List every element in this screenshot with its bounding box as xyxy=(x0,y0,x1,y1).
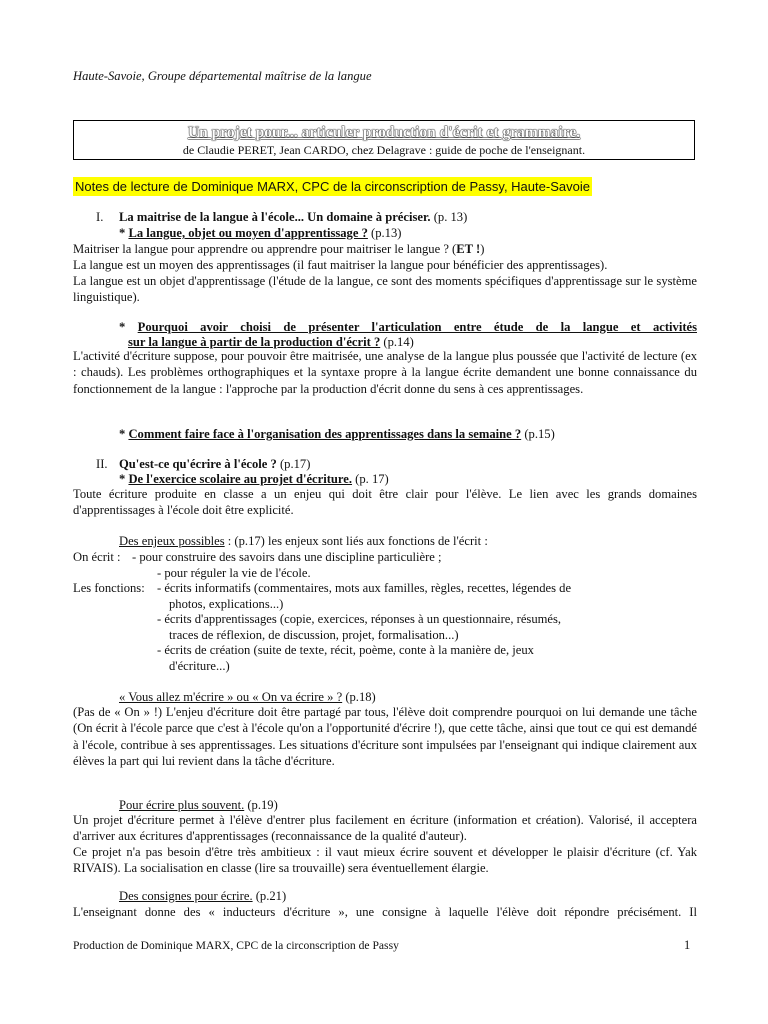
section-2-title: Qu'est-ce qu'écrire à l'école ? xyxy=(119,457,277,471)
page-number: 1 xyxy=(684,938,691,952)
section-2-page: (p.17) xyxy=(276,457,311,471)
list-item: - écrits d'apprentissages (copie, exercices, réponses à un questionnaire, résumés, xyxy=(157,612,562,626)
star-marker: * xyxy=(119,320,138,334)
title-box xyxy=(73,120,695,160)
text-run: ) xyxy=(480,242,485,256)
section-1-page: (p. 13) xyxy=(433,210,468,224)
vous-heading xyxy=(119,689,376,705)
paragraph: (Pas de « On » !) L'enjeu d'écriture doit être partagé par tous, l'élève doit comprendre pourquoi on lui demande une tâche (On écrit à l'école parce que c'est à l'école qu'on a l'opportunité d'écrire !), que cette tâche, ainsi que tout ce qui est demandé à l'école, contribue à ses apprentissages. Les situations d'écriture sont impulsées par l'enseignant qui indique clairement aux élèves la part qui lui revient dans la tâche d'écriture. xyxy=(73,705,697,769)
vous-title: « Vous allez m'écrire » ou « On va écrire » ? xyxy=(119,690,343,704)
paragraph: La langue est un objet d'apprentissage (l'étude de la langue, ce sont des moments spécifiques d'apprentissage sur le système linguistique). xyxy=(73,274,697,305)
star-marker: * xyxy=(119,427,129,441)
section-1-heading xyxy=(119,209,467,225)
star-marker: * xyxy=(119,472,129,486)
list-item: - écrits informatifs (commentaires, mots aux familles, règles, recettes, légendes de xyxy=(157,581,572,595)
souvent-page: (p.19) xyxy=(244,798,278,812)
section-1-number: I. xyxy=(96,210,104,224)
souvent-title: Pour écrire plus souvent. xyxy=(119,798,245,812)
paragraph: Un projet d'écriture permet à l'élève d'entrer plus facilement en écriture (information et création). Valorisé, il acceptera d'arriver aux écritures d'apprentissages (reconnaissance de la qualité d'auteur). xyxy=(73,813,697,844)
enjeux-heading xyxy=(119,533,488,549)
consignes-heading xyxy=(119,888,286,904)
subsection-2-1-heading xyxy=(119,471,389,487)
consignes-page: (p.21) xyxy=(252,889,287,903)
section-2-heading xyxy=(119,456,310,472)
vous-page: (p.18) xyxy=(342,690,376,704)
paragraph: Toute écriture produite en classe a un enjeu qui doit être clair pour l'élève. Le lien avec les grands domaines d'apprentissages à l'école doit être explicité. xyxy=(73,487,697,518)
list-item: - pour réguler la vie de l'école. xyxy=(157,566,311,580)
subsection-1-2-title-cont: sur la langue à partir de la production d'écrit ? xyxy=(128,335,381,349)
list-item-cont: traces de réflexion, de discussion, projet, formalisation...) xyxy=(169,628,459,642)
emphasis-text: ET ! xyxy=(456,242,481,256)
list-item: - pour construire des savoirs dans une discipline particulière ; xyxy=(132,550,442,564)
paragraph: L'enseignant donne des « inducteurs d'écriture », une consigne à laquelle l'élève doit répondre précisément. Il xyxy=(73,905,697,919)
list-item: - écrits de création (suite de texte, récit, poème, conte à la manière de, jeux xyxy=(157,643,534,657)
document-title: Un projet pour... articuler production d'écrit et grammaire. xyxy=(187,124,581,141)
text-run: Maitriser la langue pour apprendre ou apprendre pour maitriser le langue ? ( xyxy=(73,242,457,256)
subsection-1-2-heading-line1 xyxy=(119,319,697,335)
subsection-1-1-heading xyxy=(119,225,401,241)
document-subtitle: de Claudie PERET, Jean CARDO, chez Delagrave : guide de poche de l'enseignant. xyxy=(182,143,586,157)
running-header: Haute-Savoie, Groupe départemental maîtrise de la langue xyxy=(73,69,372,83)
consignes-title: Des consignes pour écrire. xyxy=(119,889,253,903)
footer-text: Production de Dominique MARX, CPC de la circonscription de Passy xyxy=(73,939,399,952)
paragraph: L'activité d'écriture suppose, pour pouvoir être maitrisée, une analyse de la langue plus poussée que l'activité de lecture (ex : chauds). Les problèmes orthographiques et la syntaxe propre à la langue écrite demandent une bonne connaissance du fonctionnement de la langue : l'approche par la production d'écrit donne du sens à ces apprentissages. xyxy=(73,349,697,396)
highlighted-note: Notes de lecture de Dominique MARX, CPC de la circonscription de Passy, Haute-Savoie xyxy=(75,179,590,194)
enjeux-text: : (p.17) les enjeux sont liés aux fonctions de l'écrit : xyxy=(224,534,488,548)
section-2-number: II. xyxy=(96,457,108,471)
list-item-cont: photos, explications...) xyxy=(169,597,284,611)
subsection-1-3-heading xyxy=(119,426,555,442)
ecrit-label: On écrit : xyxy=(73,550,121,564)
subsection-1-2-title: Pourquoi avoir choisi de présenter l'articulation entre étude de la langue et activités xyxy=(137,320,697,334)
paragraph: Ce projet n'a pas besoin d'être très ambitieux : il vaut mieux écrire souvent et développer le plaisir d'écriture (cf. Yak RIVAIS). La socialisation en classe (lire sa trouvaille) sera éventuellement élargie. xyxy=(73,845,697,876)
souvent-heading xyxy=(119,797,278,813)
enjeux-title: Des enjeux possibles xyxy=(119,534,225,548)
subsection-1-1-page: (p.13) xyxy=(367,226,402,240)
subsection-2-1-title: De l'exercice scolaire au projet d'écriture. xyxy=(128,472,353,486)
subsection-1-1-title: La langue, objet ou moyen d'apprentissage ? xyxy=(128,226,368,240)
section-1-title: La maitrise de la langue à l'école... Un domaine à préciser. xyxy=(119,210,431,224)
paragraph-line: La langue est un moyen des apprentissages (il faut maitriser la langue pour bénéficier des apprentissages). xyxy=(73,258,608,272)
list-item-cont: d'écriture...) xyxy=(169,659,230,673)
subsection-1-2-page: (p.14) xyxy=(380,335,414,349)
fonctions-label: Les fonctions: xyxy=(73,581,145,595)
subsection-2-1-page: (p. 17) xyxy=(352,472,389,486)
subsection-1-3-page: (p.15) xyxy=(521,427,555,441)
paragraph-line xyxy=(73,241,484,257)
subsection-1-3-title: Comment faire face à l'organisation des apprentissages dans la semaine ? xyxy=(128,427,522,441)
star-marker: * xyxy=(119,226,129,240)
